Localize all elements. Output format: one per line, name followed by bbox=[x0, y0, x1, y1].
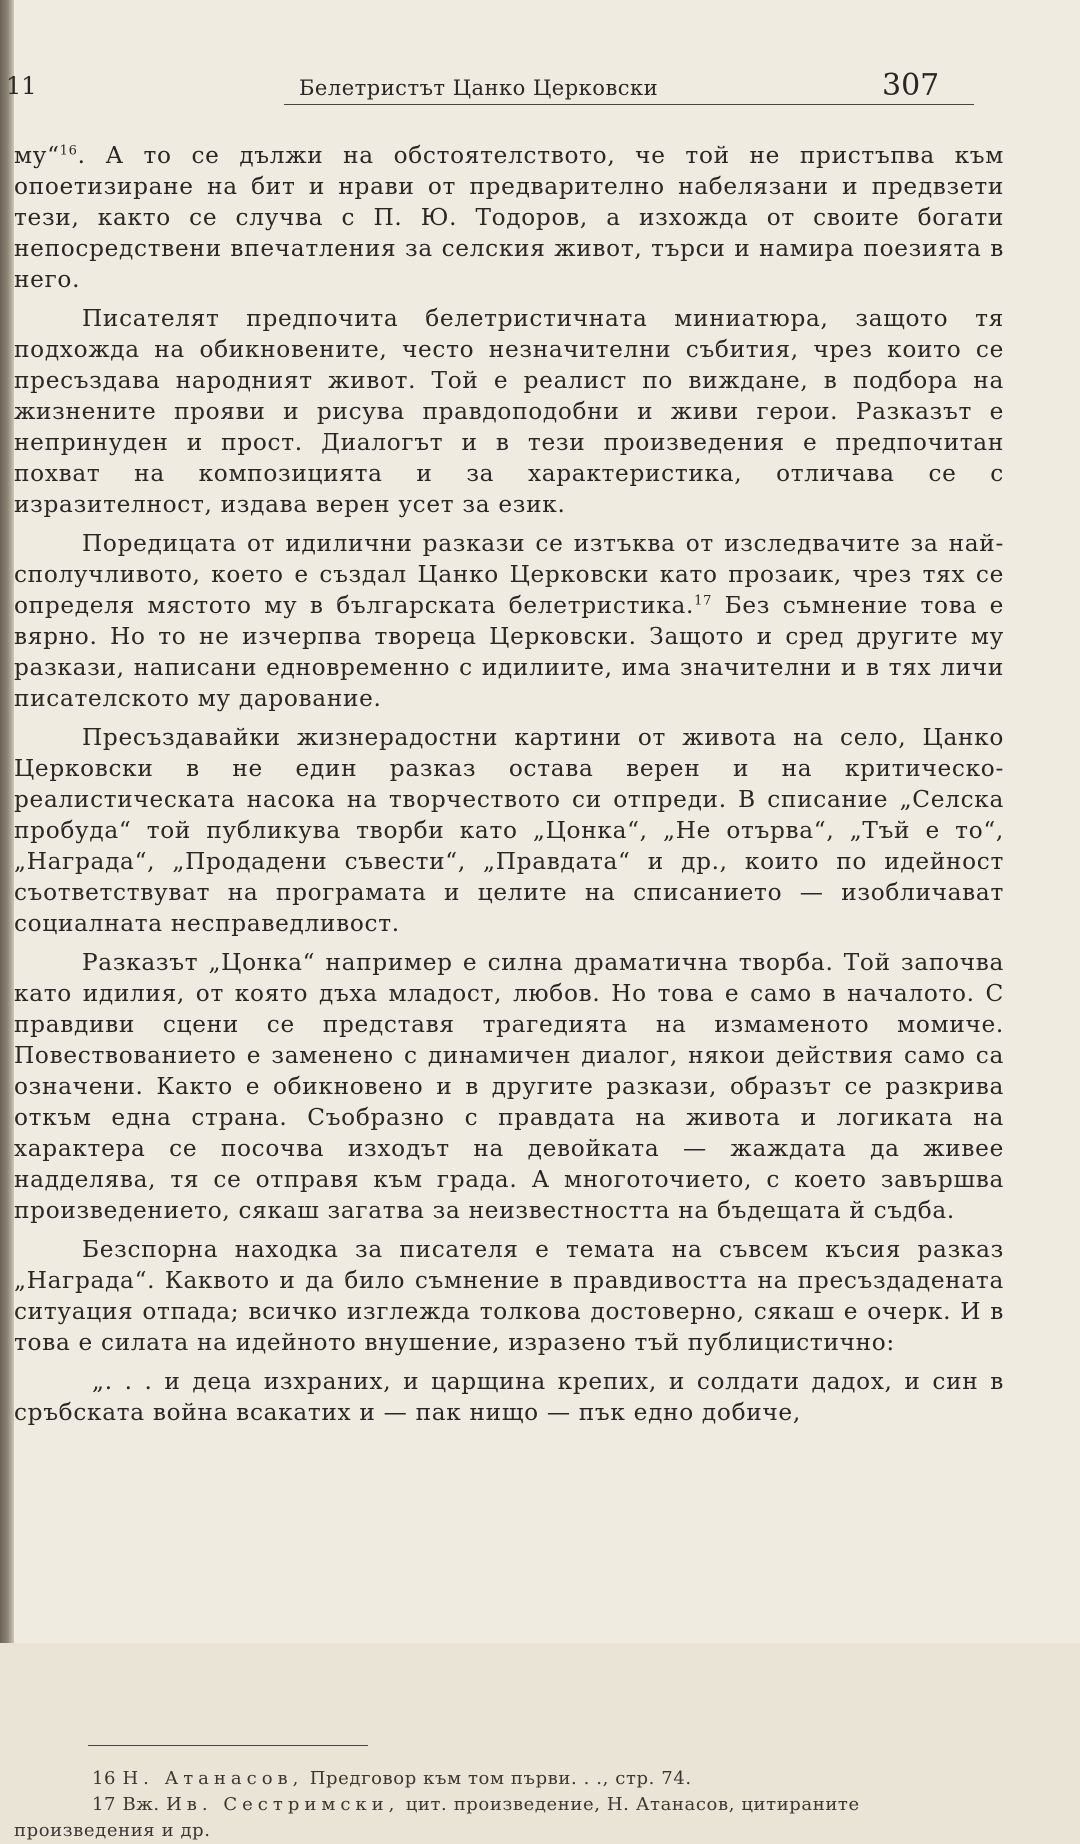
running-header bbox=[6, 62, 1080, 103]
paragraph-3 bbox=[14, 528, 1004, 714]
footnote-17 bbox=[14, 1792, 1004, 1844]
paragraph-1-text-b: . А то се дължи на обстоятелството, че той не пристъпва към опоетизиране на бит и нрави от предварително набелязани и предвзети тези, както се случва с П. Ю. Тодоров, а изхожда от своите богати непосредствени впечатления за селския живот, търси и намира поезията в него. bbox=[14, 142, 1004, 293]
paragraph-4: Пресъздавайки жизнерадостни картини от живота на село, Цанко Церковски в не един разказ остава верен и на критическо-реалистическата насока на творчеството си отпреди. В списание „Селска пробуда“ той публикува творби като „Цонка“, „Не отърва“, „Тъй е то“, „Награда“, „Продадени съвести“, „Правдата“ и др., които по идейност съответствуват на програмата и целите на списанието — изобличават социалната несправедливост. bbox=[14, 724, 1004, 937]
page-number: 307 bbox=[882, 68, 940, 103]
paragraph-6: Безспорна находка за писателя е темата на съвсем късия разказ „Награда“. Каквото и да било съмнение в правдивостта на пресъздадената ситуация отпада; всичко изглежда толкова достоверно, сякаш е очерк. И в това е силата на идейното внушение, изразено тъй публицистично: bbox=[14, 1236, 1004, 1356]
footnote-ref-17: 17 bbox=[694, 593, 713, 609]
footnote-16-author: Н. Атанасов, bbox=[122, 1768, 304, 1789]
paragraph-3-text-b: Без съмнение това е вярно. Но то не изчерпва твореца Церковски. Защото и сред другите му разкази, написани едновременно с идилиите, има значителни и в тях личи писателското му дарование. bbox=[14, 592, 1004, 712]
footnote-17-prefix: Вж. bbox=[122, 1794, 160, 1815]
paragraph-1 bbox=[14, 140, 1004, 295]
footnote-17-number: 17 bbox=[92, 1794, 117, 1815]
footnote-rule bbox=[88, 1745, 368, 1746]
footnotes bbox=[14, 1766, 1004, 1844]
footnote-17-author: Ив. Сестримски, bbox=[166, 1794, 400, 1815]
paragraph-5: Разказът „Цонка“ например е силна драматична творба. Той започва като идилия, от която дъха младост, любов. Но това е само в началото. С правдиви сцени се представя трагедията на измаменото момиче. Повествованието е заменено с динамичен диалог, някои действия само са означени. Както е обикновено и в другите разкази, образът се разкрива откъм една страна. Съобразно с правдата на живота и логиката на характера се посочва изходът на девойката — жаждата да живее надделява, тя се отправя към града. А многоточието, с което завършва произведението, сякаш загатва за неизвестността на бъдещата й съдба. bbox=[14, 949, 1004, 1224]
running-title: Белетристът Цанко Церковски bbox=[299, 76, 659, 100]
body-text bbox=[14, 140, 1004, 1428]
book-spine-shadow bbox=[0, 0, 14, 1643]
header-rule bbox=[284, 104, 974, 105]
footnote-16 bbox=[14, 1766, 1004, 1792]
folio-left: 11 bbox=[6, 72, 37, 100]
footnote-17-text: цит. произведение, Н. Атанасов, цитираните произведения и др. bbox=[14, 1794, 860, 1841]
footnote-16-number: 16 bbox=[92, 1768, 117, 1789]
paragraph-1-text-a: му“ bbox=[14, 142, 60, 169]
quotation: „. . . и деца изхраних, и царщина крепих, и солдати дадох, и син в сръбската война всакатих и — пак нищо — пък едно добиче, bbox=[14, 1368, 1004, 1426]
book-page bbox=[6, 0, 1080, 1841]
paragraph-3-text-a: Поредицата от идилични разкази се изтъква от изследвачите за най-сполучливото, което е създал Цанко Церковски като прозаик, чрез тях се определя мястото му в българската белетристика. bbox=[14, 530, 1004, 619]
paragraph-2: Писателят предпочита белетристичната миниатюра, защото тя подхожда на обикновените, често незначителни събития, чрез които се пресъздава народният живот. Той е реалист по виждане, в подбора на жизнените прояви и рисува правдоподобни и живи герои. Разказът е непринуден и прост. Диалогът и в тези произведения е предпочитан похват на композицията и за характеристика, отличава се с изразителност, издава верен усет за език. bbox=[14, 305, 1004, 518]
footnote-ref-16: 16 bbox=[59, 143, 78, 159]
footnote-16-text: Предговор към том първи. . ., стр. 74. bbox=[309, 1768, 692, 1789]
